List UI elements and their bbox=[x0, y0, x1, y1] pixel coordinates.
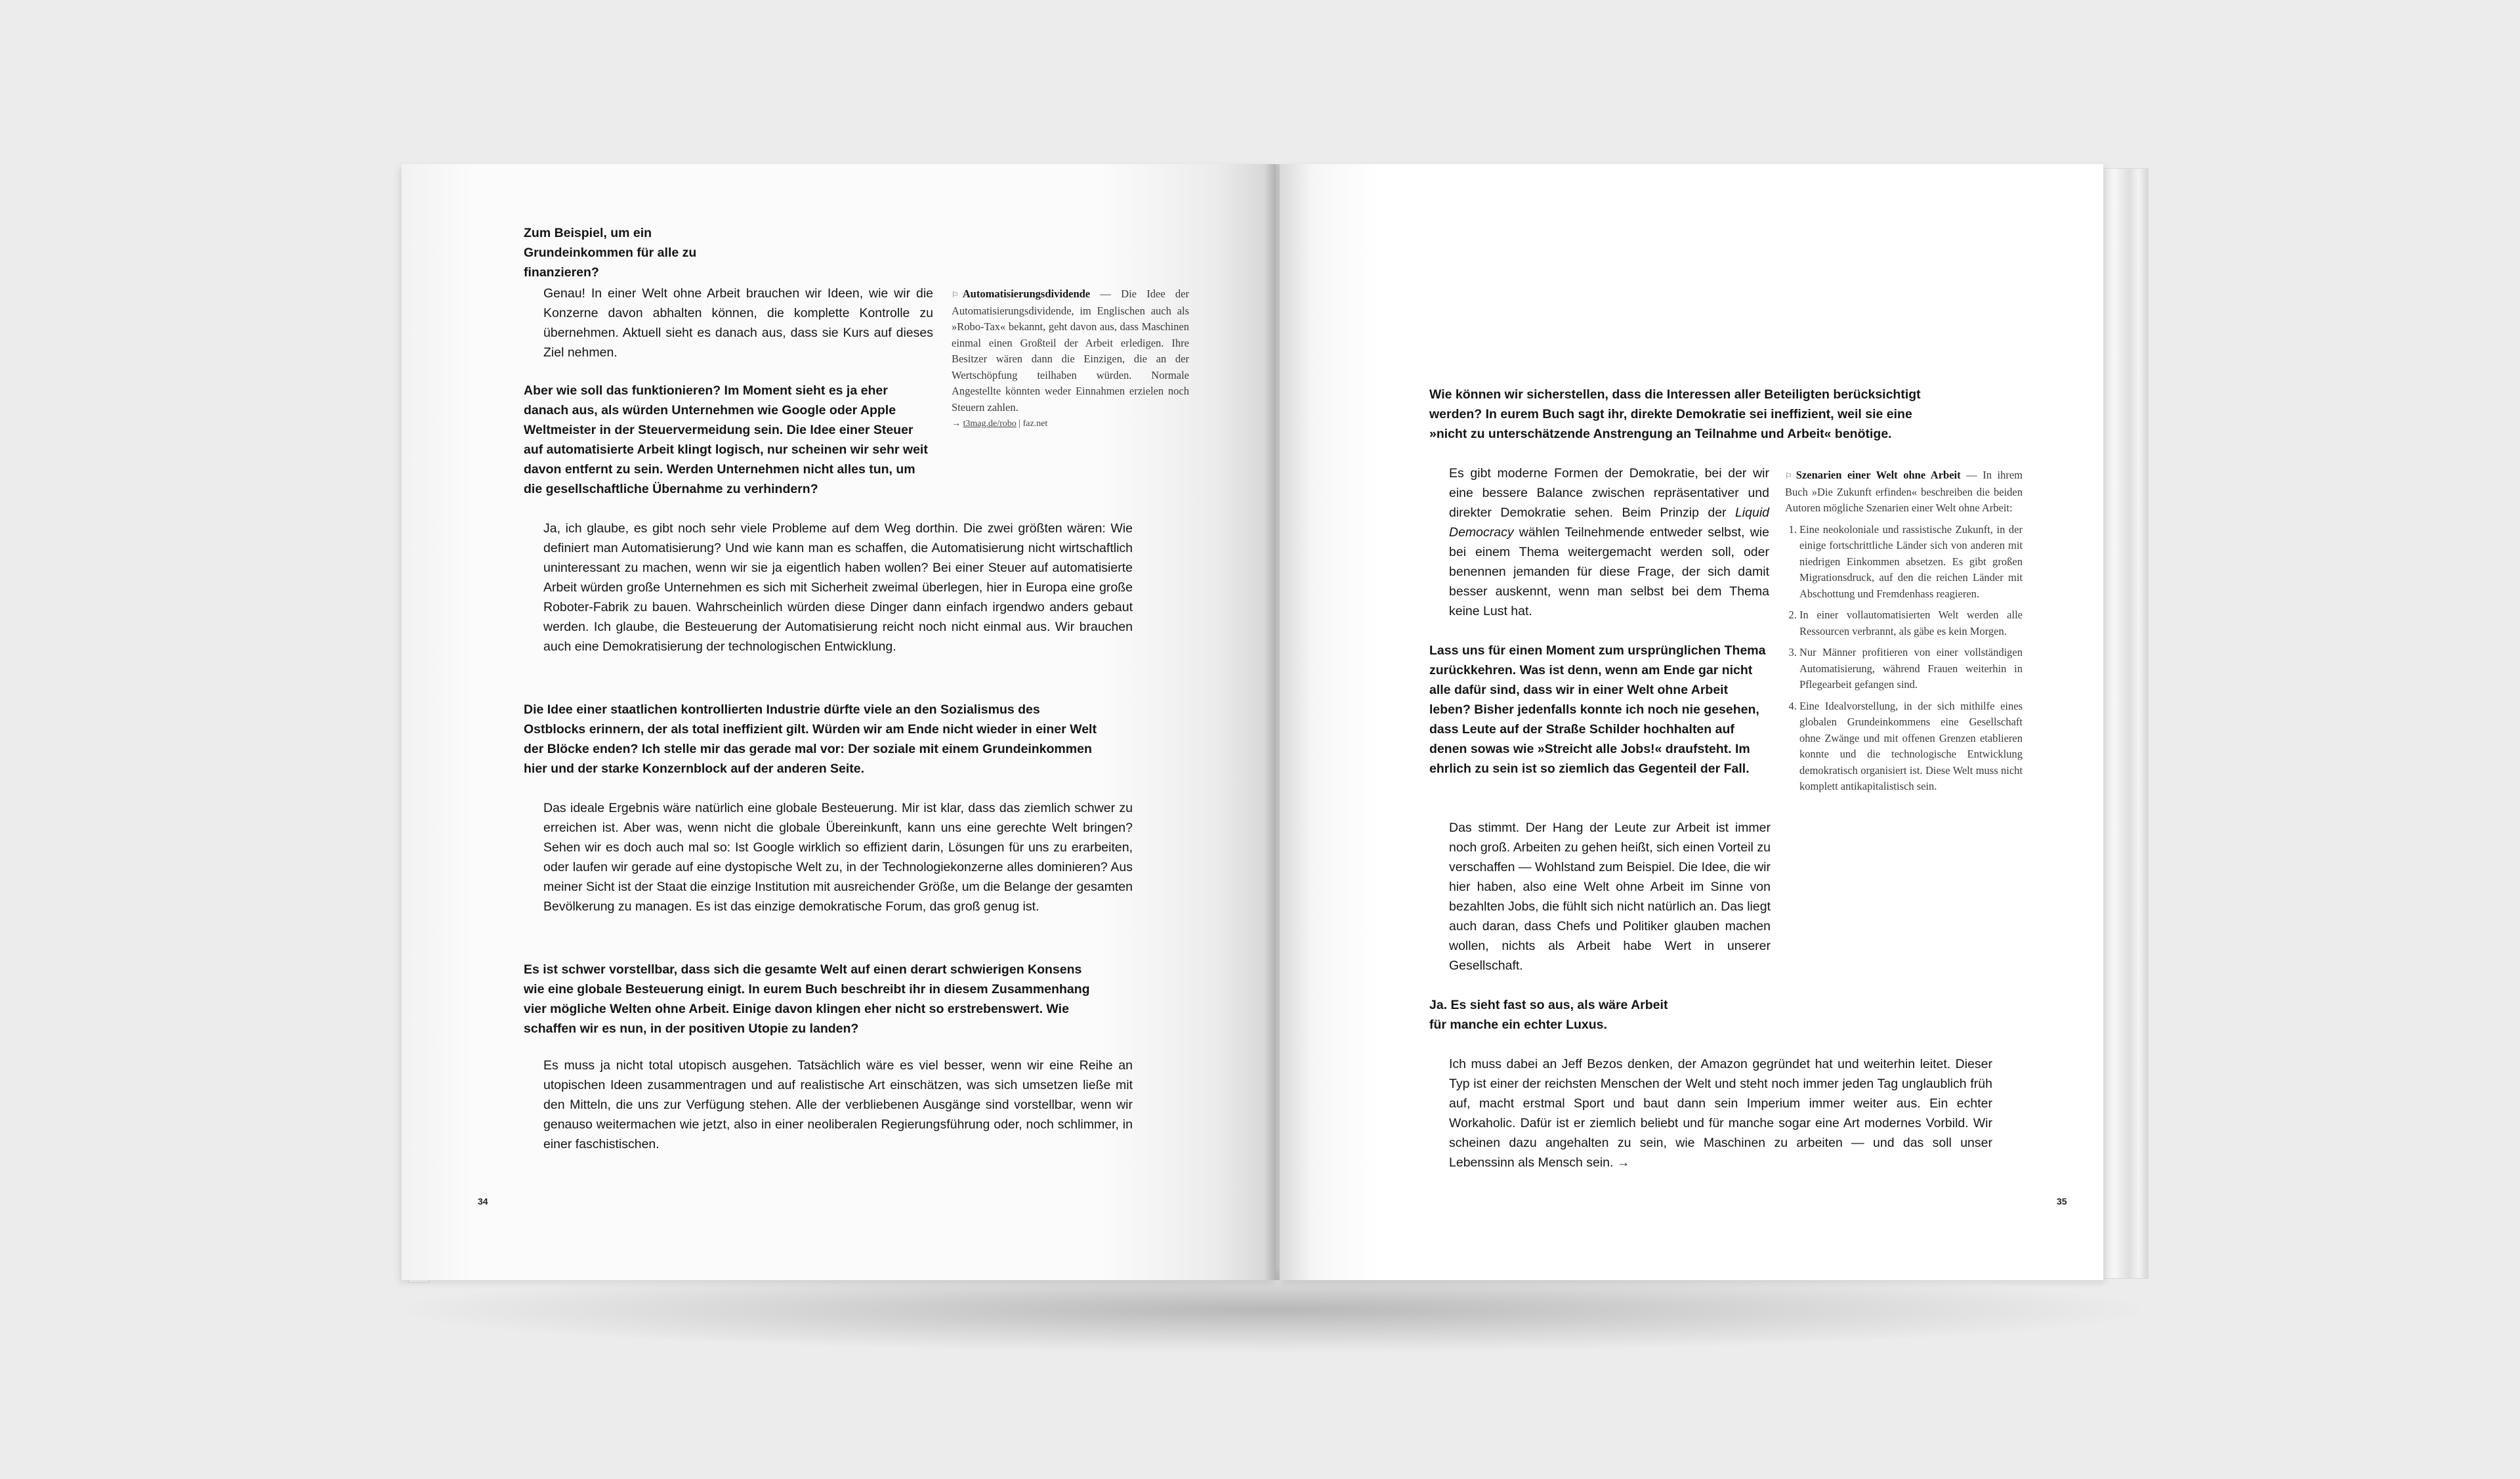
sidebar-title: Szenarien einer Welt ohne Arbeit bbox=[1796, 469, 1961, 481]
scenario-list bbox=[1785, 522, 2023, 795]
right-page bbox=[1280, 164, 2103, 1280]
source-rest: | faz.net bbox=[1016, 419, 1048, 429]
question-4: Es ist schwer vorstellbar, dass sich die gesamte Welt auf einen derart schwierigen Konsens wie eine globale Besteuerung einigt. In eurem Buch beschreibt ihr in diesem Zusammenhang vier mögliche Welten ohne Arbeit. Einige davon klingen eher nicht so erstrebenswert. Wie schaffen wir es nun, in der positiven Utopie zu landen? bbox=[524, 962, 1090, 1036]
scenario-item: 4. Eine Idealvorstellung, in der sich mithilfe eines globalen Grundeinkommens eine Gesellschaft ohne Zwänge und mit offenen Grenzen etablieren konnte und die technologische Entwicklung demokratisch organisiert ist. Diese Welt muss nicht komplett antikapitalistisch sein. bbox=[1799, 698, 2023, 795]
note-marker-icon: ⚐ bbox=[952, 290, 959, 299]
page-number-left: 34 bbox=[478, 1196, 488, 1207]
sidebar-szenarien bbox=[1785, 467, 2023, 800]
sidebar-source bbox=[952, 417, 1189, 431]
answer-1-text-a: Es gibt moderne Formen der Demokratie, bei der wir eine bessere Balance zwischen repräsentativer und direkter Demokratie sehen. Beim Prinzip der bbox=[1449, 466, 1769, 520]
question-2: Aber wie soll das funktionieren? Im Moment sieht es ja eher danach aus, als würden Unternehmen wie Google oder Apple Weltmeister in der Steuervermeidung sein. Die Idee einer Steuer auf automatisierte Arbeit klingt logisch, nur scheinen wir sehr weit davon entfernt zu sein. Werden Unternehmen nicht alles tun, um die gesellschaftliche Übernahme zu verhindern? bbox=[524, 383, 928, 496]
note-marker-icon: ⚐ bbox=[1785, 471, 1792, 481]
answer-1-emphasis: Liquid Democracy bbox=[1449, 505, 1769, 540]
answer-4: Es muss ja nicht total utopisch ausgehen. Tatsächlich wäre es viel besser, wenn wir eine Reihe an utopischen Ideen zusammentragen und auf realistische Art einschätzen, was sich umsetzen ließe mit den Mitteln, die uns zur Verfügung stehen. Alle der verbliebenen Ausgänge sind vorstellbar, wenn wir genauso weitermachen wie jetzt, also in einer neoliberalen Regierungsführung oder, noch schlimmer, in einer faschistischen. bbox=[543, 1058, 1133, 1151]
left-page bbox=[402, 164, 1276, 1280]
page-edges-right bbox=[2100, 168, 2149, 1279]
question-1: Zum Beispiel, um ein Grundeinkommen für alle zu finanzieren? bbox=[524, 226, 697, 280]
sidebar-title: Automatisierungsdividende bbox=[962, 288, 1091, 300]
answer-3: Ich muss dabei an Jeff Bezos denken, der Amazon gegründet hat und weiterhin leitet. Dieser Typ ist einer der reichsten Menschen der Welt und steht noch immer jeden Tag unglaublich früh auf, macht erstmal Sport und baut dann sein Imperium immer weiter aus. Ein echter Workaholic. Dafür ist er ziemlich beliebt und für manche sogar eine Art modernes Vorbild. Wir scheinen dazu angehalten zu sein, wie Maschinen zu arbeiten — und das soll unser Lebenssinn als Mensch sein. → bbox=[1449, 1057, 1992, 1170]
source-arrow-icon: → bbox=[952, 419, 961, 429]
scenario-item: 2. In einer vollautomatisierten Welt werden alle Ressourcen verbrannt, als gäbe es kein Morgen. bbox=[1799, 607, 2023, 639]
answer-3: Das ideale Ergebnis wäre natürlich eine globale Besteuerung. Mir ist klar, dass das ziemlich schwer zu erreichen ist. Aber was, wenn nicht die globale Übereinkunft, kann uns eine gerechte Welt bringen? Sehen wir es doch auch mal so: Ist Google wirklich so effizient darin, Lösungen für uns zu erarbeiten, oder laufen wir gerade auf eine dystopische Welt zu, in der Technologiekonzerne alles dominieren? Aus meiner Sicht ist der Staat die einzige Institution mit ausreichender Größe, um die Belange der gesamten Bevölkerung zu managen. Es ist das einzige demokratische Forum, das groß genug ist. bbox=[543, 801, 1133, 914]
sidebar-intro: — In ihrem Buch »Die Zukunft erfinden« beschreiben die beiden Autoren mögliche Szenarien einer Welt ohne Arbeit: bbox=[1785, 469, 2023, 514]
question-2: Lass uns für einen Moment zum ursprünglichen Thema zurückkehren. Was ist denn, wenn am Ende gar nicht alle dafür sind, dass wir in einer Welt ohne Arbeit leben? Bisher jedenfalls konnte ich noch nie gesehen, dass Leute auf der Straße Schilder hochhalten auf denen sowas wie »Streicht alle Jobs!« draufsteht. Im ehrlich zu sein ist so ziemlich das Gegenteil der Fall. bbox=[1429, 643, 1766, 776]
sidebar-automatisierungsdividende bbox=[952, 286, 1189, 431]
scenario-item: 3. Nur Männer profitieren von einer vollständigen Automatisierung, während Frauen weiterhin in Pflegearbeit gefangen sind. bbox=[1799, 645, 2023, 693]
page-number-right: 35 bbox=[2057, 1196, 2067, 1207]
source-link[interactable]: t3mag.de/robo bbox=[963, 419, 1017, 429]
answer-1 bbox=[1449, 463, 1769, 621]
question-1: Wie können wir sicherstellen, dass die Interessen aller Beteiligten berücksichtigt werden? In eurem Buch sagt ihr, direkte Demokratie sei ineffizient, weil sie eine »nicht zu unterschätzende Anstrengung an Teilnahme und Arbeit« benötige. bbox=[1429, 387, 1921, 441]
answer-1: Genau! In einer Welt ohne Arbeit brauchen wir Ideen, wie wir die Konzerne davon abhalten können, die komplette Kontrolle zu übernehmen. Aktuell sieht es danach aus, dass sie Kurs auf dieses Ziel nehmen. bbox=[543, 286, 933, 360]
question-3: Ja. Es sieht fast so aus, als wäre Arbeit für manche ein echter Luxus. bbox=[1429, 998, 1668, 1032]
answer-2: Ja, ich glaube, es gibt noch sehr viele Probleme auf dem Weg dorthin. Die zwei größten wären: Wie definiert man Automatisierung? Und wie kann man es schaffen, die Automatisierung nicht wirtschaftlich uninteressant zu machen, wenn wir sie ja eigentlich haben wollen? Bei einer Steuer auf automatisierte Arbeit würden große Unternehmen es sich mit Sicherheit zweimal überlegen, hier in Europa eine große Roboter-Fabrik zu bauen. Wahrscheinlich würden diese Dinger dann einfach irgendwo anders gebaut werden. Ich glaube, die Besteuerung der Automatisierung reicht noch nicht einmal aus. Wir brauchen auch eine Demokratisierung der technologischen Entwicklung. bbox=[543, 521, 1133, 654]
sidebar-text: — Die Idee der Automatisierungsdividende, im Englischen auch als »Robo-Tax« bekannt, geht davon aus, dass Maschinen einmal einen Großteil der Arbeit erledigen. Ihre Besitzer wären dann die Einzigen, die an der Wertschöpfung teilhaben würden. Normale Angestellte könnten weder Einnahmen erzielen noch Steuern zahlen. bbox=[952, 288, 1189, 414]
question-3: Die Idee einer staatlichen kontrollierten Industrie dürfte viele an den Sozialismus des Ostblocks erinnern, der als total ineffizient gilt. Würden wir am Ende nicht wieder in einer Welt der Blöcke enden? Ich stelle mir das gerade mal vor: Der soziale mit einem Grundeinkommen hier und der starke Konzernblock auf der anderen Seite. bbox=[524, 702, 1097, 776]
scenario-item: 1. Eine neokoloniale und rassistische Zukunft, in der einige fortschrittliche Länder sich von anderen mit niedrigen Einkommen absetzen. Es gibt großen Migrationsdruck, auf den die reichen Länder mit Abschottung und Fremdenhass reagieren. bbox=[1799, 522, 2023, 603]
answer-2: Das stimmt. Der Hang der Leute zur Arbeit ist immer noch groß. Arbeiten zu gehen heißt, sich einen Vorteil zu verschaffen — Wohlstand zum Beispiel. Die Idee, die wir hier haben, also eine Welt ohne Arbeit im Sinne von bezahlten Jobs, die fühlt sich nicht natürlich an. Das liegt auch daran, dass Chefs und Politiker glauben machen wollen, nichts als Arbeit habe Wert in unserer Gesellschaft. bbox=[1449, 821, 1771, 973]
answer-1-text-b: wählen Teilnehmende entweder selbst, wie bei einem Thema weitergemacht werden soll, oder benennen jemanden für diese Frage, der sich damit besser auskennt, wenn man selbst bei dem Thema keine Lust hat. bbox=[1449, 525, 1769, 618]
